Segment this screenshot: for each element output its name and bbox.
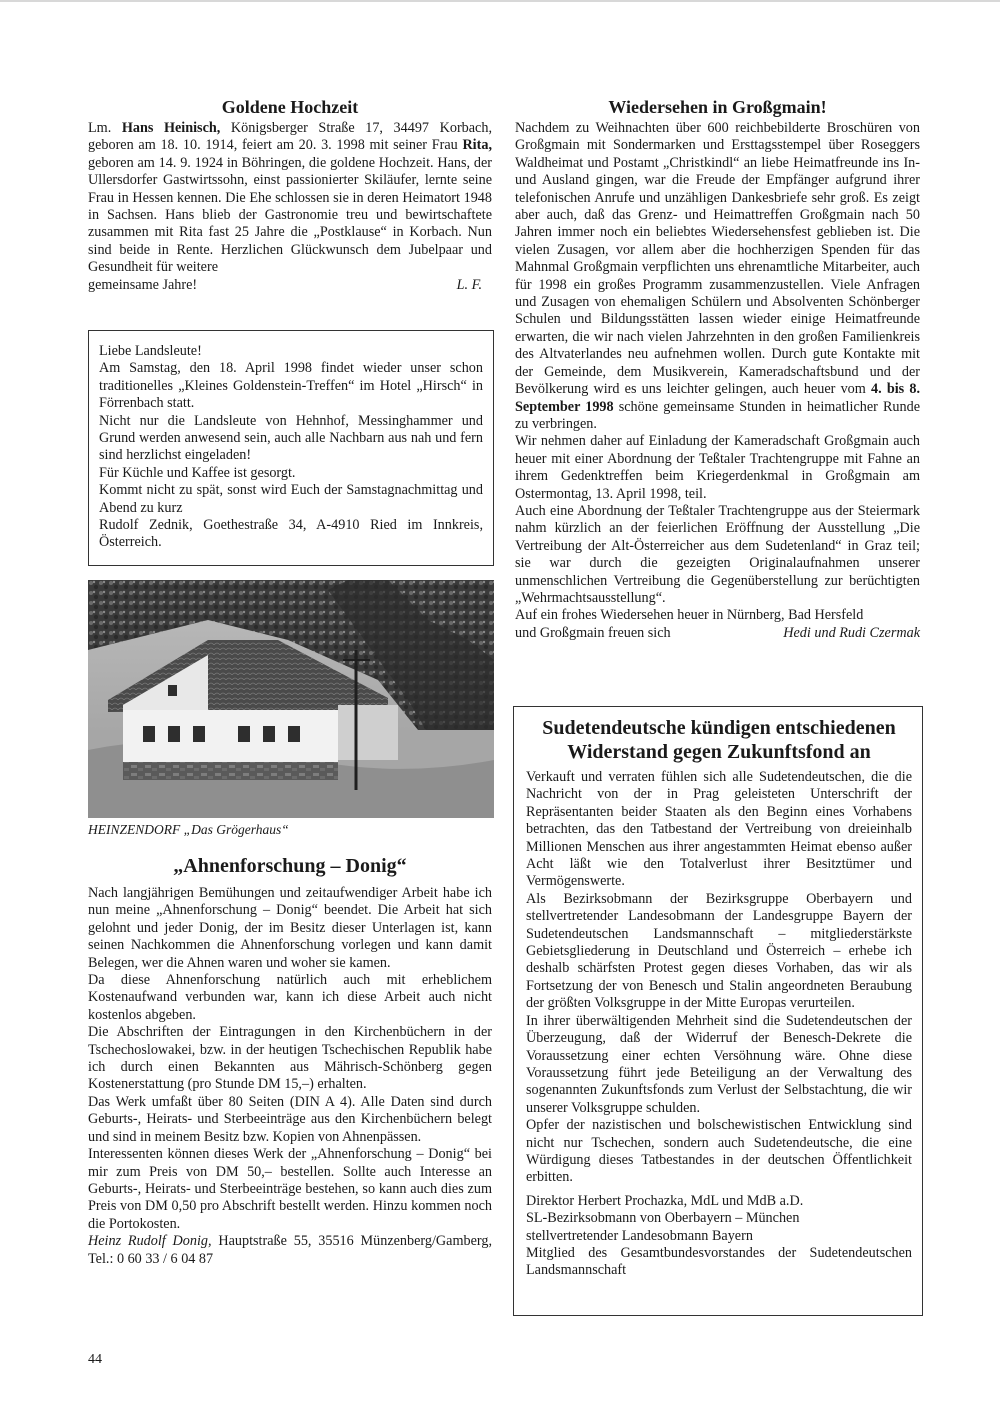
paragraph (515, 120, 920, 433)
paragraph: Das Werk umfaßt über 80 Seiten (DIN A 4). Alle Daten sind durch Geburts-, Heirats- und Sterbeeinträge aus den Kirchenbüchern belegt und sind in meinem Besitz bzw. Kopien von Ahnenpässen. (88, 1093, 492, 1145)
paragraph: Auf ein frohes Wiedersehen heuer in Nürnberg, Bad Hersfeld (515, 607, 864, 624)
signature-line (515, 625, 920, 642)
paragraph: Opfer der nazistischen und bolschewistischen Entwicklung sind nicht nur Tschechen, sondern auch Sudetendeutsche, die eine Würdigung dieses Tatbestandes in der deutschen Öffentlichkeit erbitten. (526, 1117, 912, 1186)
person-name: Hans Heinisch, (121, 120, 221, 136)
text: Königsberger Straße 17, 34497 Korbach, geboren am 18. 10. 1914, feiert am 20. 3. 1998 mit seiner Frau (88, 120, 492, 154)
article-ahnenforschung (88, 854, 492, 1268)
author-initials: L. F. (456, 276, 482, 293)
event-date: 4. bis 8. September 1998 (515, 381, 920, 415)
text: geboren am 14. 9. 1924 in Böhringen, die goldene Hochzeit. Hans, der Ullersdorfer Gastwirtssohn, einst passionierter Skiläufer, lernte seine Frau in Hessen kennen. Die Ehe schlossen sie in deren Heimatort 1948 in Sachsen. Hans blieb der Gastronomie treu und bewirtschaftete zusammen mit Rita fast 25 Jahre die „Postklause“ in Korbach. Nun sind beide in Rente. Herzlichen Glückwunsch dem Jubelpaar und Gesundheit für weitere (88, 154, 492, 276)
article-sudeten (526, 716, 912, 1280)
signature-line (88, 277, 492, 294)
photo-caption (88, 822, 289, 838)
text: Nachdem zu Weihnachten über 600 reichbebilderte Broschüren von Großgmain mit Sondermarken und Ersttagsstempel über Roseggers Waldheimat und Postamt „Christkindl“ an liebe Heimatfreunde ins In- und Ausland gingen, war die Freude der Empfänger aufgrund ihrer telefonischen Anrufe und unzähligen Dankesbriefe sehr groß. Es zeigt aber auch, daß das Grenz- und Heimattreffen Großgmain nach 50 Jahren immer noch ein beliebtes Wiedersehensfest geblieben ist. Die vielen Zusagen, vor allem aber die hochherzigen Spenden für das Mahnmal Großgmain verpflichten uns ehrenamtliche Mitarbeiter, auch für 1998 ein großes Programm zusammenzustellen. Viele Anfragen und Zusagen von ehemaligen Schülern und Absolventen Schönberger Schulen und Bildungsstätten lassen wieder einige Heimatfreunde erwarten, die wir nach vielen Jahrzehnten in den großen Familienkreis des Altvaterlandes neu aufnehmen wollen. Durch gute Kontakte mit der Gemeinde, dem Musikverein, Kameradschaftsbund und der Bevölkerung wird es uns leichter gelingen, auch heuer vom (515, 120, 920, 398)
house-photo (88, 580, 494, 818)
photo-annex (338, 705, 398, 760)
greeting: Liebe Landsleute! (99, 343, 202, 359)
article-title: Goldene Hochzeit (221, 97, 359, 117)
photo-house-wall (123, 710, 338, 765)
paragraph: Kommt nicht zu spät, sonst wird Euch der Samstagnachmittag und Abend zu kurz (99, 482, 483, 516)
article-title: Wiedersehen in Großgmain! (608, 97, 827, 117)
article-wiedersehen (515, 96, 920, 642)
caption-place: HEINZENDORF (88, 822, 181, 837)
paragraph: In ihrer überwältigenden Mehrheit sind die Sudetendeutschen der Überzeugung, daß der Widerruf der Benesch-Dekrete die Voraussetzung einer echten Versöhnung wäre. Ohne diese Voraussetzung führt jede Beteiligung an der Verwaltung des sogenannten Zukunftsfonds zum Verlust der Selbstachtung, die wir unserer Volksgruppe schulden. (526, 1012, 912, 1116)
paragraph: Am Samstag, den 18. April 1998 findet wieder unser schon traditionelles „Kleines Goldenstein-Treffen“ im Hotel „Hirsch“ in Förrenbach statt. (99, 360, 483, 412)
text: und Großgmain freuen sich (515, 624, 671, 641)
article-title: Sudetendeutsche kündigen entschiedenen Widerstand gegen Zukunftsfond an (542, 717, 896, 763)
invitation-text (99, 343, 483, 552)
text: schöne gemeinsame Stunden in heimatlicher Runde zu verbringen. (515, 398, 920, 432)
paragraph: Nicht nur die Landsleute von Hehnhof, Messinghammer und Grund werden anwesend sein, auch alle Nachbarn aus nah und fern sind herzlichst eingeladen! (99, 412, 483, 464)
article-goldene-hochzeit (88, 96, 492, 294)
signature: Mitglied des Gesamtbundesvorstandes der Sudetendeutschen Landsmannschaft (526, 1244, 912, 1279)
page-number: 44 (88, 1352, 102, 1367)
paragraph: Nach langjährigen Bemühungen und zeitaufwendiger Arbeit habe ich nun meine „Ahnenforschung – Donig“ beendet. Die Arbeit hat sich gelohnt und jeder Donig, der im Besitz dieser Unterlagen ist, kann seinen Nachkommen die Ahnenforschung vorlegen und kann damit Belegen, wer die Ahnen waren und woher sie kamen. (88, 885, 492, 971)
signature: stellvertretender Landesobmann Bayern (526, 1227, 753, 1244)
paragraph: Die Abschriften der Eintragungen in den Kirchenbüchern in der Tschechoslowakei, bzw. in der heutigen Tschechischen Republik habe ich durch einen Bekannten aus Mährisch-Schönberg gegen Kostenerstattung (pro Stunde DM 15,–) erhalten. (88, 1024, 492, 1093)
signature: Direktor Herbert Prochazka, MdL und MdB a.D. (526, 1192, 804, 1209)
paragraph: Interessenten können dieses Werk der „Ahnenforschung – Donig“ bei mir zum Preis von DM 50,– bestellen. Sollte auch Interesse an Geburts-, Heirats- und Sterbeeinträge bestehen, so kann auch dies zum Preis von DM 0,50 pro Abschrift bestellt werden. Hinzu kommen noch die Portokosten. (88, 1146, 492, 1232)
article-title: „Ahnenforschung – Donig“ (173, 855, 407, 877)
scan-top-edge (0, 0, 1000, 2)
paragraph: Als Bezirksobmann der Bezirksgruppe Oberbayern und stellvertretender Landesobmann der Landesgruppe Bayern der Sudetendeutschen Landsmannschaft – mitgliederstärkste Gebietsgliederung in Deutschland und Österreich – erhebe ich deshalb schärfsten Protest gegen dieses Vorhaben, das wir als Fortsetzung der von Benesch und Stalin angeordneten Beraubung der größten Volksgruppe in der Mitte Europas verurteilen. (526, 890, 912, 1012)
signature: SL-Bezirksobmann von Oberbayern – München (526, 1210, 800, 1227)
paragraph: Wir nehmen daher auf Einladung der Kameradschaft Großgmain auch heuer mit einer Abordnung der Teßtaler Trachtengruppe mit Fahne an ihrem Gedenktreffen beim Kriegerdenkmal in Großgmain am Ostermontag, 13. April 1998, teil. (515, 433, 920, 502)
sender-address: Rudolf Zednik, Goethestraße 34, A-4910 Ried im Innkreis, Österreich. (99, 517, 483, 551)
paragraph: Da diese Ahnenforschung natürlich auch mit erheblichem Kostenaufwand verbunden war, kann ich diese Arbeit auch nicht kostenlos abgeben. (88, 972, 492, 1023)
paragraph: Verkauft und verraten fühlen sich alle Sudetendeutschen, die die Nachricht von der in Prag geleisteten Unterschrift der Repräsentanten beider Staaten als den Beginn eines Vorhabens betrachten, das den Tatbestand der Vertreibung von dreieinhalb Millionen Menschen aus ihrer angestammten Heimat ebenso außer Acht läßt wie den Totalverlust ihrer Besitztümer und Vermögenswerte. (526, 769, 912, 890)
invitation-box (88, 330, 494, 566)
text: Lm. (88, 120, 122, 136)
paragraph: Für Küchle und Kaffee ist gesorgt. (99, 464, 296, 481)
article-body (88, 120, 492, 277)
address: Hauptstraße 55, 35516 Münzenberg/Gamberg, Tel.: 0 60 33 / 6 04 87 (88, 1233, 492, 1267)
sudeten-box (513, 706, 923, 1316)
paragraph: Auch eine Abordnung der Teßtaler Trachtengruppe aus der Steiermark nahm kürzlich an der feierlichen Eröffnung der Ausstellung „Die Vertreibung der Alt-Österreicher aus dem Sudetenland“ in Graz teil; sie war durch die gezeigten Originalaufnahmen unserer unmenschlichen Vertreibung die Gegenüberstellung zur berüchtigten „Wehrmachtsausstellung“. (515, 502, 920, 606)
caption-title: „Das Grögerhaus“ (180, 822, 289, 837)
person-name: Rita, (462, 137, 492, 154)
text: gemeinsame Jahre! (88, 276, 198, 293)
author-name: Heinz Rudolf Donig, (88, 1233, 212, 1250)
photo-foundation (123, 762, 338, 780)
author-address (88, 1233, 492, 1268)
author-name: Hedi und Rudi Czermak (783, 624, 920, 641)
